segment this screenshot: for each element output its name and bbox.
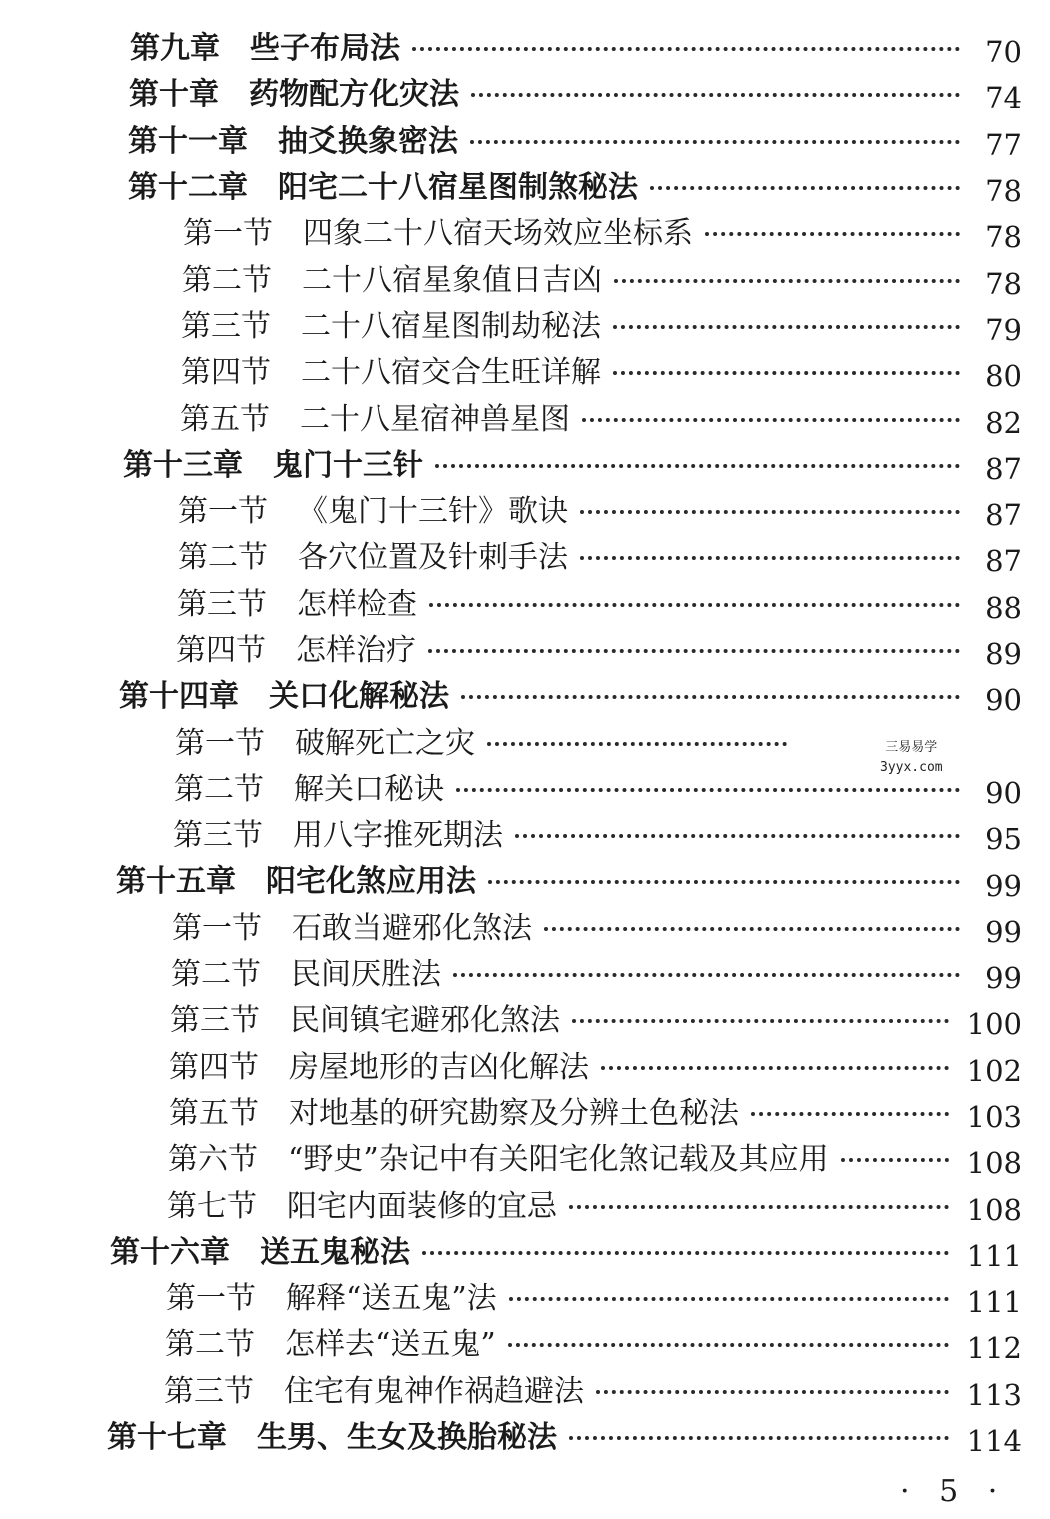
chapter-title: 药物配方化灾法 bbox=[249, 77, 459, 113]
dot-leader bbox=[428, 649, 960, 653]
dot-leader bbox=[650, 186, 960, 190]
section-title: 石敢当避邪化煞法 bbox=[292, 910, 532, 946]
dot-leader bbox=[569, 1205, 949, 1209]
toc-chapter-row[interactable] bbox=[0, 68, 1050, 114]
section-label: 第三节 bbox=[181, 308, 271, 344]
chapter-title: 鬼门十三针 bbox=[273, 447, 423, 483]
section-label: 第三节 bbox=[173, 818, 263, 854]
toc-section-row[interactable] bbox=[0, 948, 1050, 994]
dot-leader bbox=[841, 1158, 949, 1162]
section-title: 阳宅内面装修的宜忌 bbox=[287, 1188, 557, 1224]
page-ref: 90 bbox=[985, 775, 1022, 810]
dot-leader bbox=[487, 742, 787, 746]
toc-section-row[interactable] bbox=[0, 1041, 1050, 1087]
toc-section-row[interactable] bbox=[0, 1179, 1050, 1225]
page-ref: 78 bbox=[985, 266, 1022, 301]
toc-section-row[interactable] bbox=[0, 1087, 1050, 1133]
section-label: 第一节 bbox=[166, 1281, 256, 1317]
section-title: 房屋地形的吉凶化解法 bbox=[289, 1049, 589, 1085]
section-title: “野史”杂记中有关阳宅化煞记载及其应用 bbox=[288, 1142, 829, 1178]
watermark-name: 三易易学 bbox=[885, 740, 938, 755]
section-label: 第二节 bbox=[182, 262, 272, 298]
page-ref: 99 bbox=[985, 961, 1022, 996]
toc-section-row[interactable] bbox=[0, 1272, 1050, 1318]
toc-section-row[interactable] bbox=[0, 1133, 1050, 1179]
dot-leader bbox=[601, 1066, 949, 1070]
chapter-label: 第十一章 bbox=[128, 123, 248, 159]
toc-chapter-row[interactable] bbox=[0, 115, 1050, 161]
toc-section-row[interactable] bbox=[0, 1318, 1050, 1364]
dot-leader bbox=[705, 232, 960, 236]
page-ref: 95 bbox=[985, 822, 1022, 857]
section-title: 民间镇宅避邪化煞法 bbox=[290, 1003, 560, 1039]
chapter-title: 阳宅二十八宿星图制煞秘法 bbox=[278, 170, 638, 206]
page-ref: 82 bbox=[985, 405, 1022, 440]
chapter-label: 第九章 bbox=[130, 31, 220, 67]
section-label: 第一节 bbox=[183, 216, 273, 252]
chapter-title: 生男、生女及换胎秘法 bbox=[257, 1420, 557, 1456]
section-title: 民间厌胜法 bbox=[291, 957, 441, 993]
section-title: 《鬼门十三针》歌诀 bbox=[298, 494, 568, 530]
page-ref: 77 bbox=[985, 127, 1022, 162]
section-label: 第五节 bbox=[180, 401, 270, 437]
section-label: 第二节 bbox=[171, 957, 261, 993]
toc-chapter-row[interactable] bbox=[0, 1411, 1050, 1457]
toc-section-row[interactable] bbox=[0, 1365, 1050, 1411]
dot-leader bbox=[580, 556, 960, 560]
page-ref: 78 bbox=[985, 174, 1022, 209]
dot-leader bbox=[544, 927, 960, 931]
page-ref: 88 bbox=[985, 590, 1022, 625]
page-ref: 108 bbox=[966, 1192, 1022, 1227]
watermark-url: 3yyx.com bbox=[880, 760, 943, 775]
section-label: 第二节 bbox=[174, 771, 264, 807]
toc-chapter-row[interactable] bbox=[0, 670, 1050, 716]
chapter-label: 第十五章 bbox=[116, 864, 236, 900]
toc-chapter-row[interactable] bbox=[0, 161, 1050, 207]
chapter-title: 关口化解秘法 bbox=[269, 679, 449, 715]
dot-leader bbox=[613, 325, 960, 329]
dot-leader bbox=[515, 834, 960, 838]
section-label: 第五节 bbox=[169, 1095, 259, 1131]
section-title: 二十八宿交合生旺详解 bbox=[301, 355, 601, 391]
toc-section-row[interactable] bbox=[0, 809, 1050, 855]
page-ref: 79 bbox=[985, 312, 1022, 347]
dot-leader bbox=[572, 1019, 949, 1023]
page-ref: 90 bbox=[985, 683, 1022, 718]
toc-section-row[interactable] bbox=[0, 624, 1050, 670]
section-title: 解释“送五鬼”法 bbox=[286, 1281, 497, 1317]
page-ref: 114 bbox=[966, 1424, 1022, 1459]
section-title: 怎样检查 bbox=[297, 586, 417, 622]
page-ref: 74 bbox=[985, 81, 1022, 116]
page-ref: 99 bbox=[985, 914, 1022, 949]
dot-leader bbox=[422, 1251, 949, 1255]
page-ref: 89 bbox=[985, 637, 1022, 672]
chapter-label: 第十六章 bbox=[110, 1234, 230, 1270]
page-ref: 111 bbox=[966, 1285, 1022, 1320]
section-label: 第六节 bbox=[168, 1142, 258, 1178]
toc-section-row[interactable] bbox=[0, 485, 1050, 531]
section-label: 第一节 bbox=[175, 725, 265, 761]
dot-leader bbox=[412, 47, 960, 51]
dot-leader bbox=[471, 93, 960, 97]
dot-leader bbox=[429, 603, 960, 607]
page-ref: 108 bbox=[966, 1146, 1022, 1181]
chapter-title: 阳宅化煞应用法 bbox=[266, 864, 476, 900]
toc-section-row[interactable] bbox=[0, 346, 1050, 392]
section-label: 第一节 bbox=[172, 910, 262, 946]
toc-section-row[interactable] bbox=[0, 392, 1050, 438]
section-label: 第三节 bbox=[170, 1003, 260, 1039]
page-ref: 70 bbox=[985, 35, 1022, 70]
page-ref: 87 bbox=[985, 451, 1022, 486]
dot-leader bbox=[461, 695, 960, 699]
section-title: 四象二十八宿天场效应坐标系 bbox=[303, 216, 693, 252]
page-number: · 5 · bbox=[900, 1474, 1008, 1509]
dot-leader bbox=[453, 973, 960, 977]
dot-leader bbox=[569, 1436, 949, 1440]
section-label: 第四节 bbox=[169, 1049, 259, 1085]
section-label: 第二节 bbox=[165, 1327, 255, 1363]
toc-section-row[interactable] bbox=[0, 207, 1050, 253]
dot-leader bbox=[508, 1343, 949, 1347]
toc-chapter-row[interactable] bbox=[0, 1226, 1050, 1272]
section-title: 二十八星宿神兽星图 bbox=[300, 401, 570, 437]
section-title: 怎样治疗 bbox=[296, 633, 416, 668]
chapter-title: 送五鬼秘法 bbox=[260, 1234, 410, 1270]
dot-leader bbox=[488, 880, 960, 884]
page-ref: 87 bbox=[985, 498, 1022, 533]
section-title: 破解死亡之灾 bbox=[295, 725, 475, 761]
section-label: 第七节 bbox=[167, 1188, 257, 1224]
dot-leader bbox=[596, 1390, 949, 1394]
dot-leader bbox=[509, 1297, 949, 1301]
toc-chapter-row[interactable] bbox=[0, 22, 1050, 68]
chapter-label: 第十章 bbox=[129, 77, 219, 113]
dot-leader bbox=[613, 371, 960, 375]
page-ref: 100 bbox=[966, 1007, 1022, 1042]
page-ref: 87 bbox=[985, 544, 1022, 579]
chapter-label: 第十三章 bbox=[123, 447, 243, 483]
section-title: 二十八宿星图制劫秘法 bbox=[301, 308, 601, 344]
chapter-label: 第十四章 bbox=[119, 679, 239, 715]
watermark bbox=[880, 738, 943, 778]
toc-section-row[interactable] bbox=[0, 902, 1050, 948]
dot-leader bbox=[580, 510, 960, 514]
dot-leader bbox=[456, 788, 960, 792]
chapter-title: 抽爻换象密法 bbox=[278, 123, 458, 159]
section-title: 解关口秘诀 bbox=[294, 771, 444, 807]
page-ref: 113 bbox=[966, 1377, 1022, 1412]
page-ref: 99 bbox=[985, 868, 1022, 903]
toc-section-row[interactable] bbox=[0, 300, 1050, 346]
page-ref: 112 bbox=[966, 1331, 1022, 1366]
section-label: 第三节 bbox=[164, 1373, 254, 1409]
toc-section-row[interactable] bbox=[0, 994, 1050, 1040]
toc-chapter-row[interactable] bbox=[0, 439, 1050, 485]
section-title: 怎样去“送五鬼” bbox=[285, 1327, 496, 1363]
section-label: 第三节 bbox=[177, 586, 267, 622]
dot-leader bbox=[614, 279, 960, 283]
section-label: 第二节 bbox=[178, 540, 268, 576]
section-label: 第一节 bbox=[178, 494, 268, 530]
page-ref: 103 bbox=[966, 1099, 1022, 1134]
page-ref: 80 bbox=[985, 359, 1022, 394]
section-label: 第四节 bbox=[181, 355, 271, 391]
section-title: 对地基的研究勘察及分辨土色秘法 bbox=[289, 1095, 739, 1131]
section-title: 各穴位置及针刺手法 bbox=[298, 540, 568, 576]
chapter-label: 第十二章 bbox=[128, 170, 248, 206]
section-title: 住宅有鬼神作祸趋避法 bbox=[284, 1373, 584, 1409]
dot-leader bbox=[751, 1112, 949, 1116]
toc-section-row[interactable] bbox=[0, 253, 1050, 299]
page-ref: 78 bbox=[985, 220, 1022, 255]
toc-chapter-row[interactable] bbox=[0, 855, 1050, 901]
page-ref: 102 bbox=[966, 1053, 1022, 1088]
section-title: 二十八宿星象值日吉凶 bbox=[302, 262, 602, 298]
dot-leader bbox=[435, 464, 960, 468]
section-label: 第四节 bbox=[176, 633, 266, 668]
toc-section-row[interactable] bbox=[0, 531, 1050, 577]
page-ref: 111 bbox=[966, 1238, 1022, 1273]
dot-leader bbox=[582, 418, 960, 422]
section-title: 用八字推死期法 bbox=[293, 818, 503, 854]
chapter-title: 些子布局法 bbox=[250, 31, 400, 67]
chapter-label: 第十七章 bbox=[107, 1420, 227, 1456]
dot-leader bbox=[470, 140, 960, 144]
toc-section-row[interactable] bbox=[0, 578, 1050, 624]
